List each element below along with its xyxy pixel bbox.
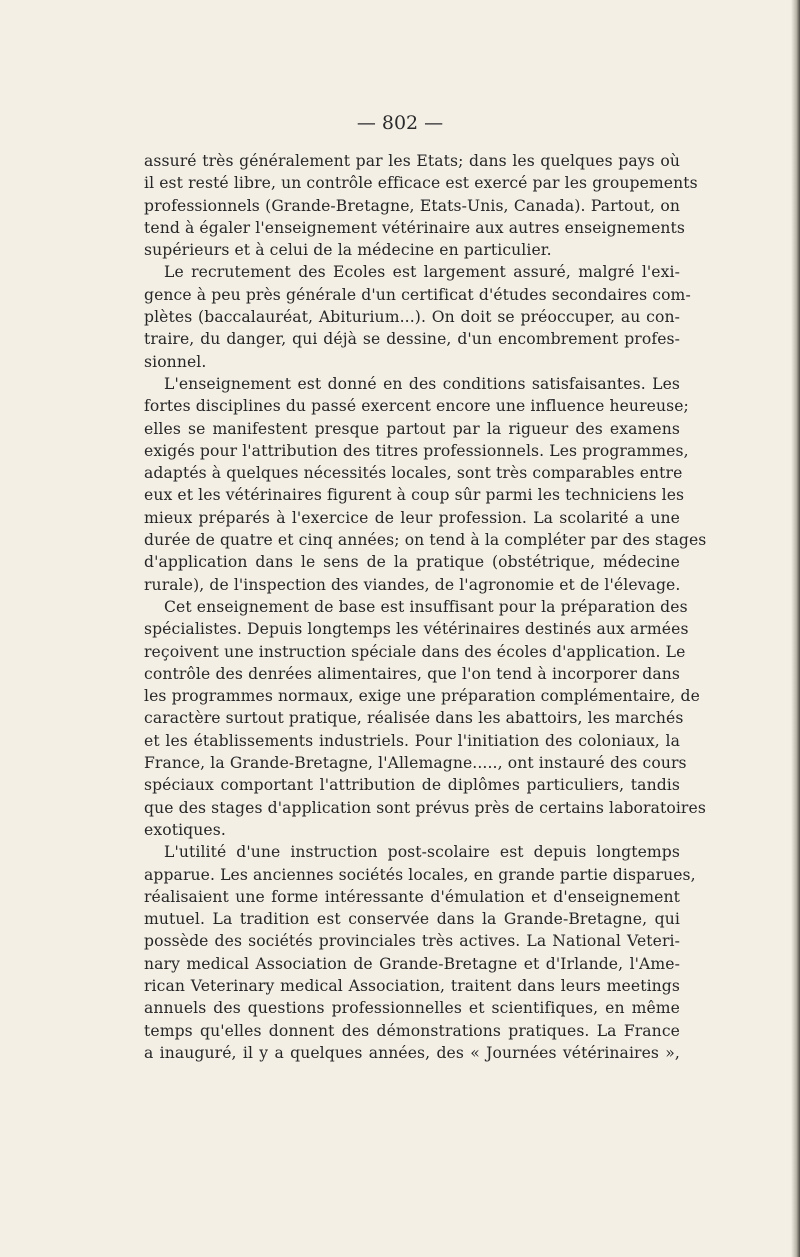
text-line: mieux préparés à l'exercice de leur profession. La scolarité a une: [144, 508, 680, 527]
text-line: assuré très généralement par les Etats; dans les quelques pays où: [144, 152, 680, 170]
text-line: les programmes normaux, exige une préparation complémentaire, de: [144, 687, 700, 706]
text-line: annuels des questions professionnelles et scientifiques, en même: [144, 999, 680, 1018]
text-line: exotiques.: [144, 820, 226, 839]
text-line: plètes (baccalauréat, Abiturium...). On doit se préoccuper, au con-: [144, 308, 680, 327]
text-line: spécialistes. Depuis longtemps les vétérinaires destinés aux armées: [144, 620, 689, 639]
text-line: que des stages d'application sont prévus près de certains laboratoires: [144, 798, 706, 817]
text-line: spéciaux comportant l'attribution de diplômes particuliers, tandis: [144, 776, 680, 795]
paragraph: [144, 261, 691, 372]
text-line: il est resté libre, un contrôle efficace est exercé par les groupements: [144, 174, 698, 193]
text-line: tend à égaler l'enseignement vétérinaire aux autres enseignements: [144, 218, 686, 237]
paragraph: [144, 150, 698, 261]
text-line: apparue. Les anciennes sociétés locales, en grande partie disparues,: [144, 865, 696, 884]
text-line: sionnel.: [144, 352, 207, 371]
paragraph: [144, 841, 696, 1064]
text-line: France, la Grande-Bretagne, l'Allemagne....., ont instauré des cours: [144, 754, 687, 773]
text-line: mutuel. La tradition est conservée dans la Grande-Bretagne, qui: [144, 910, 680, 929]
text-line: nary medical Association de Grande-Bretagne et d'Irlande, l'Ame-: [144, 954, 680, 973]
page-edge-shadow: [791, 0, 800, 1257]
text-line: temps qu'elles donnent des démonstrations pratiques. La France: [144, 1021, 680, 1040]
text-line: supérieurs et à celui de la médecine en particulier.: [144, 241, 552, 260]
text-line: L'utilité d'une instruction post-scolaire est depuis longtemps: [164, 843, 680, 862]
text-line: a inauguré, il y a quelques années, des « Journées vétérinaires »,: [144, 1043, 680, 1062]
text-line: Cet enseignement de base est insuffisant pour la préparation des: [164, 597, 688, 616]
text-line: d'application dans le sens de la pratique (obstétrique, médecine: [144, 553, 680, 572]
body-text: [144, 150, 707, 1064]
paragraph: [144, 596, 706, 841]
text-line: reçoivent une instruction spéciale dans des écoles d'application. Le: [144, 642, 686, 661]
text-line: possède des sociétés provinciales très actives. La National Veteri-: [144, 932, 680, 951]
page-number: — 802 —: [356, 112, 444, 134]
text-line: durée de quatre et cinq années; on tend à la compléter par des stages: [144, 531, 707, 550]
text-line: eux et les vétérinaires figurent à coup sûr parmi les techniciens les: [144, 486, 685, 505]
text-line: et les établissements industriels. Pour l'initiation des coloniaux, la: [144, 731, 680, 750]
text-line: exigés pour l'attribution des titres professionnels. Les programmes,: [144, 441, 689, 460]
text-line: Le recrutement des Ecoles est largement assuré, malgré l'exi-: [164, 263, 680, 282]
text-line: gence à peu près générale d'un certificat d'études secondaires com-: [144, 285, 691, 304]
text-line: adaptés à quelques nécessités locales, sont très comparables entre: [144, 464, 683, 483]
text-line: caractère surtout pratique, réalisée dans les abattoirs, les marchés: [144, 709, 684, 728]
text-line: rurale), de l'inspection des viandes, de l'agronomie et de l'élevage.: [144, 575, 681, 594]
text-line: elles se manifestent presque partout par la rigueur des examens: [144, 419, 680, 438]
text-line: traire, du danger, qui déjà se dessine, d'un encombrement profes-: [144, 330, 680, 349]
text-line: fortes disciplines du passé exercent encore une influence heureuse;: [144, 397, 689, 416]
text-line: réalisaient une forme intéressante d'émulation et d'enseignement: [144, 887, 680, 906]
text-line: professionnels (Grande-Bretagne, Etats-Unis, Canada). Partout, on: [144, 196, 680, 215]
text-line: contrôle des denrées alimentaires, que l'on tend à incorporer dans: [144, 664, 680, 683]
text-line: rican Veterinary medical Association, traitent dans leurs meetings: [144, 976, 680, 995]
paragraph: [144, 373, 707, 596]
text-line: L'enseignement est donné en des conditions satisfaisantes. Les: [164, 374, 680, 393]
